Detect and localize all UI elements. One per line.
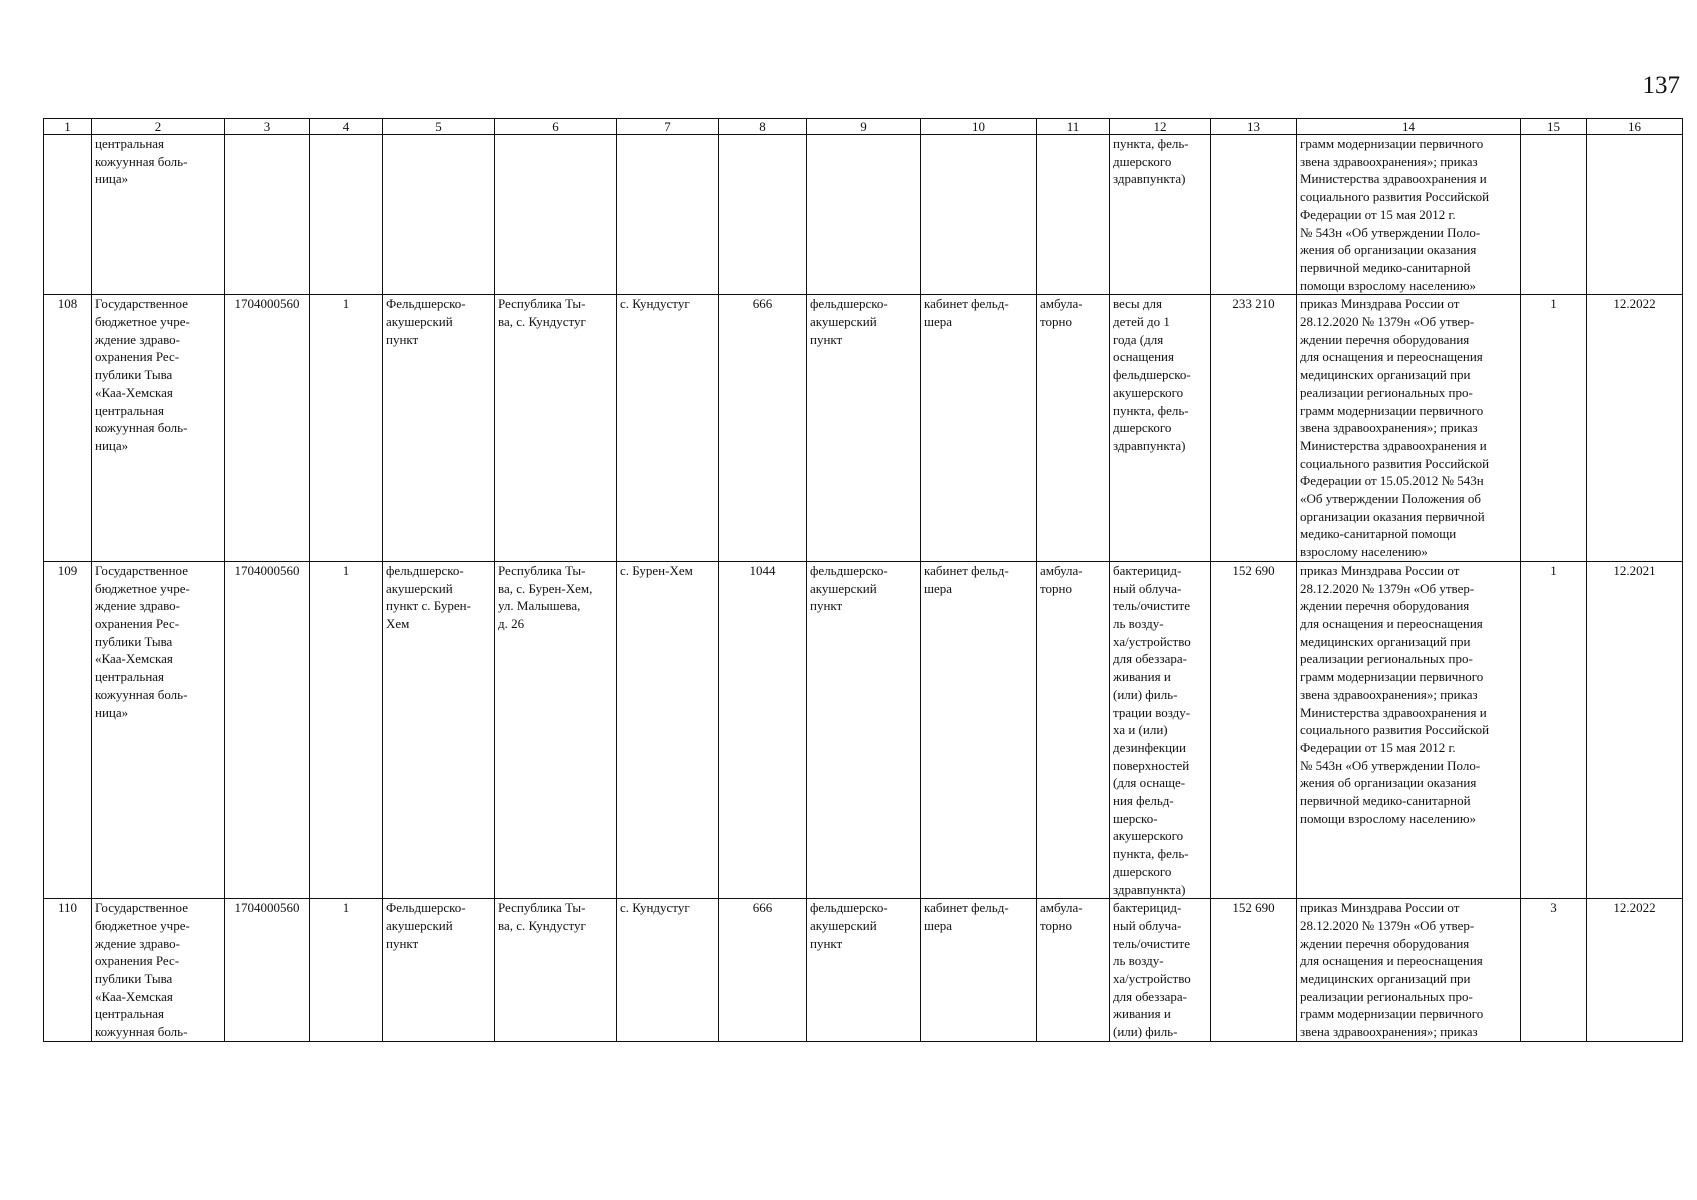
cell-text-line: пункт xyxy=(386,935,419,951)
organization-name-cell xyxy=(92,295,225,562)
cell-text-line: кожуунная боль- xyxy=(95,420,188,436)
cell-text-line: поверхностей xyxy=(1113,757,1190,773)
cell-text-line: шера xyxy=(924,314,953,330)
row-number-cell xyxy=(44,899,92,1042)
equipment-cell xyxy=(1110,135,1211,295)
inn-cell xyxy=(225,295,310,562)
cell-text-line: бактерицид- xyxy=(1113,900,1182,916)
equipment-table xyxy=(43,118,1683,1042)
cell-text-line: ль возду- xyxy=(1113,615,1164,631)
cell-text-line: Федерации от 15 мая 2012 г. xyxy=(1300,206,1456,222)
facility-type-cell xyxy=(807,561,921,898)
cell-text-line: 12.2022 xyxy=(1613,900,1656,916)
cell-text-line: социального развития Российской xyxy=(1300,722,1490,738)
quantity-cell xyxy=(1521,561,1587,898)
organization-name-cell xyxy=(92,135,225,295)
cell-text-line: с. Кундустуг xyxy=(620,296,690,312)
cell-text-line: 108 xyxy=(57,296,78,312)
cell-text-line: кабинет фельд- xyxy=(924,296,1009,312)
cell-text-line: медико-санитарной помощи xyxy=(1300,526,1457,542)
cell-text-line: ха и (или) xyxy=(1113,722,1168,738)
cell-text-line: ждении перечня оборудования xyxy=(1300,598,1470,614)
cell-text-line: пункта, фель- xyxy=(1113,846,1189,862)
row-number-cell xyxy=(44,135,92,295)
header-cell: 16 xyxy=(1587,119,1683,135)
cell-text-line: публики Тыва xyxy=(95,633,173,649)
cell-text-line: бактерицид- xyxy=(1113,562,1182,578)
cell-text-line: Хем xyxy=(386,615,410,631)
cell-text-line: Министерства здравоохранения и xyxy=(1300,171,1487,187)
cell-text-line: Министерства здравоохранения и xyxy=(1300,704,1487,720)
cell-text-line: торно xyxy=(1040,580,1072,596)
settlement-cell xyxy=(617,135,719,295)
cell-text-line: бюджетное учре- xyxy=(95,580,190,596)
cell-text-line: дезинфекции xyxy=(1113,739,1186,755)
cell-text-line: кабинет фельд- xyxy=(924,562,1009,578)
cell-text-line: здравпункта) xyxy=(1113,881,1186,897)
cell-text-line: дшерского xyxy=(1113,420,1172,436)
cell-text-line: амбула- xyxy=(1040,562,1083,578)
cell-text-line: ждение здраво- xyxy=(95,935,180,951)
cell-text-line: 666 xyxy=(752,296,773,312)
cell-text-line: медицинских организаций при xyxy=(1300,971,1471,987)
cell-text-line: акушерский xyxy=(810,917,877,933)
cell-text-line: Республика Ты- xyxy=(498,562,586,578)
equipment-cell xyxy=(1110,295,1211,562)
cell-text-line: социального развития Российской xyxy=(1300,189,1490,205)
quantity-cell xyxy=(1521,899,1587,1042)
settlement-cell xyxy=(617,899,719,1042)
column-number-header xyxy=(44,119,1683,135)
cell-text-line: пункт xyxy=(810,598,843,614)
table-row xyxy=(44,295,1683,562)
header-cell: 2 xyxy=(92,119,225,135)
cell-text-line: дшерского xyxy=(1113,153,1172,169)
cell-text-line: ждение здраво- xyxy=(95,331,180,347)
cell-text-line: «Каа-Хемская xyxy=(95,384,173,400)
cell-text-line: для оснащения и переоснащения xyxy=(1300,615,1483,631)
cell-text-line: Государственное xyxy=(95,900,188,916)
header-cell: 9 xyxy=(807,119,921,135)
cell-text-line: шерско- xyxy=(1113,810,1158,826)
cell-text-line: ул. Малышева, xyxy=(498,598,581,614)
cell-text-line: торно xyxy=(1040,314,1072,330)
cell-text-line: амбула- xyxy=(1040,296,1083,312)
cell-text-line: 12.2021 xyxy=(1613,562,1656,578)
cell-text-line: торно xyxy=(1040,917,1072,933)
inn-cell xyxy=(225,135,310,295)
cell-text-line: д. 26 xyxy=(498,615,525,631)
cell-text-line: ный облуча- xyxy=(1113,580,1182,596)
cell-text-line: здравпункта) xyxy=(1113,171,1186,187)
cell-text-line: охранения Рес- xyxy=(95,953,180,969)
cell-text-line: фельдшерско- xyxy=(810,900,888,916)
cell-text-line: пункт xyxy=(386,331,419,347)
cell-text-line: 110 xyxy=(57,900,78,916)
cell-text-line: Республика Ты- xyxy=(498,296,586,312)
cell-text-line: звена здравоохранения»; приказ xyxy=(1300,1024,1478,1040)
header-cell: 11 xyxy=(1037,119,1110,135)
address-cell xyxy=(495,561,617,898)
cell-text-line: приказ Минздрава России от xyxy=(1300,296,1460,312)
cell-text-line: 28.12.2020 № 1379н «Об утвер- xyxy=(1300,580,1475,596)
cell-text-line: пункта, фель- xyxy=(1113,402,1189,418)
date-cell xyxy=(1587,561,1683,898)
header-cell: 15 xyxy=(1521,119,1587,135)
cell-text-line: 233 210 xyxy=(1232,296,1275,312)
cell-text-line: ва, с. Кундустуг xyxy=(498,314,586,330)
cell-text-line: фельдшерско- xyxy=(810,562,888,578)
care-conditions-cell xyxy=(1037,295,1110,562)
organization-name-cell xyxy=(92,899,225,1042)
cell-text-line: публики Тыва xyxy=(95,367,173,383)
cell-text-line: «Об утверждении Положения об xyxy=(1300,491,1481,507)
cell-text-line: № 543н «Об утверждении Поло- xyxy=(1300,224,1481,240)
cell-text-line: акушерский xyxy=(810,314,877,330)
price-cell xyxy=(1211,561,1297,898)
cell-text-line: акушерского xyxy=(1113,828,1184,844)
cell-text-line: 1 xyxy=(1550,562,1557,578)
cell-text-line: 12.2022 xyxy=(1613,296,1656,312)
population-cell xyxy=(719,561,807,898)
room-cell xyxy=(921,561,1037,898)
population-cell xyxy=(719,295,807,562)
cell-text-line: 1704000560 xyxy=(234,562,300,578)
cell-text-line: 28.12.2020 № 1379н «Об утвер- xyxy=(1300,917,1475,933)
cell-text-line: организации оказания первичной xyxy=(1300,508,1485,524)
cell-text-line: (или) филь- xyxy=(1113,1024,1178,1040)
cell-text-line: пункт xyxy=(810,331,843,347)
cell-text-line: года (для xyxy=(1113,331,1164,347)
cell-text-line: ница» xyxy=(95,704,129,720)
column-4-cell xyxy=(310,561,383,898)
header-cell: 8 xyxy=(719,119,807,135)
facility-type-cell xyxy=(807,295,921,562)
population-cell xyxy=(719,899,807,1042)
cell-text-line: кожуунная боль- xyxy=(95,1024,188,1040)
cell-text-line: ждении перечня оборудования xyxy=(1300,935,1470,951)
cell-text-line: ница» xyxy=(95,171,129,187)
settlement-cell xyxy=(617,561,719,898)
cell-text-line: помощи взрослому населению» xyxy=(1300,277,1477,293)
cell-text-line: жения об организации оказания xyxy=(1300,242,1477,258)
room-cell xyxy=(921,135,1037,295)
cell-text-line: 666 xyxy=(752,900,773,916)
header-cell: 3 xyxy=(225,119,310,135)
settlement-cell xyxy=(617,295,719,562)
row-number-cell xyxy=(44,561,92,898)
cell-text-line: медицинских организаций при xyxy=(1300,367,1471,383)
row-number-cell xyxy=(44,295,92,562)
header-cell: 6 xyxy=(495,119,617,135)
header-cell: 14 xyxy=(1297,119,1521,135)
cell-text-line: приказ Минздрава России от xyxy=(1300,562,1460,578)
inn-cell xyxy=(225,899,310,1042)
facility-name-cell xyxy=(383,295,495,562)
cell-text-line: 152 690 xyxy=(1232,900,1275,916)
header-cell: 12 xyxy=(1110,119,1211,135)
cell-text-line: акушерский xyxy=(386,580,453,596)
cell-text-line: ница» xyxy=(95,437,129,453)
cell-text-line: живания и xyxy=(1113,1006,1171,1022)
header-cell: 5 xyxy=(383,119,495,135)
cell-text-line: реализации региональных про- xyxy=(1300,651,1473,667)
cell-text-line: Фельдшерско- xyxy=(386,296,466,312)
table-row xyxy=(44,561,1683,898)
cell-text-line: с. Кундустуг xyxy=(620,900,690,916)
cell-text-line: грамм модернизации первичного xyxy=(1300,669,1484,685)
care-conditions-cell xyxy=(1037,899,1110,1042)
cell-text-line: ль возду- xyxy=(1113,953,1164,969)
cell-text-line: с. Бурен-Хем xyxy=(620,562,693,578)
cell-text-line: кожуунная боль- xyxy=(95,686,188,702)
cell-text-line: акушерского xyxy=(1113,384,1184,400)
cell-text-line: Федерации от 15 мая 2012 г. xyxy=(1300,739,1456,755)
cell-text-line: пункта, фель- xyxy=(1113,136,1189,151)
quantity-cell xyxy=(1521,295,1587,562)
cell-text-line: амбула- xyxy=(1040,900,1083,916)
cell-text-line: 3 xyxy=(1550,900,1557,916)
equipment-cell xyxy=(1110,899,1211,1042)
cell-text-line: приказ Минздрава России от xyxy=(1300,900,1460,916)
date-cell xyxy=(1587,899,1683,1042)
cell-text-line: весы для xyxy=(1113,296,1162,312)
cell-text-line: здравпункта) xyxy=(1113,437,1186,453)
cell-text-line: ждение здраво- xyxy=(95,598,180,614)
cell-text-line: 1 xyxy=(342,900,350,916)
cell-text-line: первичной медико-санитарной xyxy=(1300,793,1471,809)
cell-text-line: Министерства здравоохранения и xyxy=(1300,437,1487,453)
cell-text-line: Государственное xyxy=(95,296,188,312)
cell-text-line: центральная xyxy=(95,402,165,418)
cell-text-line: медицинских организаций при xyxy=(1300,633,1471,649)
cell-text-line: «Каа-Хемская xyxy=(95,651,173,667)
price-cell xyxy=(1211,135,1297,295)
price-cell xyxy=(1211,295,1297,562)
cell-text-line: Фельдшерско- xyxy=(386,900,466,916)
cell-text-line: акушерский xyxy=(386,314,453,330)
cell-text-line: ный облуча- xyxy=(1113,917,1182,933)
cell-text-line: Федерации от 15.05.2012 № 543н xyxy=(1300,473,1484,489)
cell-text-line: шера xyxy=(924,917,953,933)
column-4-cell xyxy=(310,295,383,562)
cell-text-line: ния фельд- xyxy=(1113,793,1174,809)
care-conditions-cell xyxy=(1037,135,1110,295)
table-row xyxy=(44,899,1683,1042)
equipment-cell xyxy=(1110,561,1211,898)
cell-text-line: жения об организации оказания xyxy=(1300,775,1477,791)
cell-text-line: 28.12.2020 № 1379н «Об утвер- xyxy=(1300,314,1475,330)
cell-text-line: бюджетное учре- xyxy=(95,314,190,330)
cell-text-line: центральная xyxy=(95,136,165,151)
cell-text-line: 1704000560 xyxy=(234,296,300,312)
legal-basis-cell xyxy=(1297,899,1521,1042)
cell-text-line: № 543н «Об утверждении Поло- xyxy=(1300,757,1481,773)
cell-text-line: трации возду- xyxy=(1113,704,1191,720)
cell-text-line: (или) филь- xyxy=(1113,686,1178,702)
cell-text-line: фельдшерско- xyxy=(386,562,464,578)
facility-name-cell xyxy=(383,561,495,898)
header-cell: 10 xyxy=(921,119,1037,135)
cell-text-line: Государственное xyxy=(95,562,188,578)
room-cell xyxy=(921,295,1037,562)
cell-text-line: звена здравоохранения»; приказ xyxy=(1300,153,1478,169)
cell-text-line: 152 690 xyxy=(1232,562,1275,578)
cell-text-line: социального развития Российской xyxy=(1300,455,1490,471)
cell-text-line: звена здравоохранения»; приказ xyxy=(1300,686,1478,702)
population-cell xyxy=(719,135,807,295)
quantity-cell xyxy=(1521,135,1587,295)
cell-text-line: ха/устройство xyxy=(1113,633,1191,649)
header-cell: 4 xyxy=(310,119,383,135)
cell-text-line: фельдшерско- xyxy=(810,296,888,312)
legal-basis-cell xyxy=(1297,295,1521,562)
header-cell: 13 xyxy=(1211,119,1297,135)
facility-type-cell xyxy=(807,899,921,1042)
cell-text-line: пункт xyxy=(810,935,843,951)
price-cell xyxy=(1211,899,1297,1042)
cell-text-line: для оснащения и переоснащения xyxy=(1300,953,1483,969)
cell-text-line: фельдшерско- xyxy=(1113,367,1191,383)
cell-text-line: ха/устройство xyxy=(1113,971,1191,987)
cell-text-line: грамм модернизации первичного xyxy=(1300,1006,1484,1022)
cell-text-line: 1044 xyxy=(749,562,776,578)
cell-text-line: 1704000560 xyxy=(234,900,300,916)
cell-text-line: для оснащения и переоснащения xyxy=(1300,349,1483,365)
inn-cell xyxy=(225,561,310,898)
address-cell xyxy=(495,135,617,295)
cell-text-line: акушерский xyxy=(386,917,453,933)
care-conditions-cell xyxy=(1037,561,1110,898)
cell-text-line: тель/очистите xyxy=(1113,935,1190,951)
cell-text-line: бюджетное учре- xyxy=(95,917,190,933)
cell-text-line: помощи взрослому населению» xyxy=(1300,810,1477,826)
column-4-cell xyxy=(310,899,383,1042)
cell-text-line: кабинет фельд- xyxy=(924,900,1009,916)
cell-text-line: публики Тыва xyxy=(95,971,173,987)
cell-text-line: Республика Ты- xyxy=(498,900,586,916)
page-number: 137 xyxy=(1642,72,1680,99)
cell-text-line: грамм модернизации первичного xyxy=(1300,402,1484,418)
date-cell xyxy=(1587,295,1683,562)
cell-text-line: акушерский xyxy=(810,580,877,596)
cell-text-line: 109 xyxy=(57,562,78,578)
cell-text-line: первичной медико-санитарной xyxy=(1300,259,1471,275)
organization-name-cell xyxy=(92,561,225,898)
cell-text-line: взрослому населению» xyxy=(1300,544,1428,560)
cell-text-line: грамм модернизации первичного xyxy=(1300,136,1484,151)
address-cell xyxy=(495,899,617,1042)
column-4-cell xyxy=(310,135,383,295)
legal-basis-cell xyxy=(1297,561,1521,898)
cell-text-line: реализации региональных про- xyxy=(1300,988,1473,1004)
cell-text-line: шера xyxy=(924,580,953,596)
cell-text-line: (для оснаще- xyxy=(1113,775,1186,791)
cell-text-line: ждении перечня оборудования xyxy=(1300,331,1470,347)
header-cell: 1 xyxy=(44,119,92,135)
cell-text-line: 1 xyxy=(1550,296,1557,312)
cell-text-line: оснащения xyxy=(1113,349,1174,365)
cell-text-line: живания и xyxy=(1113,669,1171,685)
cell-text-line: ва, с. Кундустуг xyxy=(498,917,586,933)
cell-text-line: центральная xyxy=(95,1006,165,1022)
cell-text-line: звена здравоохранения»; приказ xyxy=(1300,420,1478,436)
room-cell xyxy=(921,899,1037,1042)
cell-text-line: центральная xyxy=(95,669,165,685)
cell-text-line: детей до 1 xyxy=(1113,314,1170,330)
header-cell: 7 xyxy=(617,119,719,135)
table-row xyxy=(44,135,1683,295)
cell-text-line: для обеззара- xyxy=(1113,651,1188,667)
facility-name-cell xyxy=(383,899,495,1042)
cell-text-line: реализации региональных про- xyxy=(1300,384,1473,400)
facility-type-cell xyxy=(807,135,921,295)
cell-text-line: дшерского xyxy=(1113,863,1172,879)
cell-text-line: для обеззара- xyxy=(1113,988,1188,1004)
cell-text-line: «Каа-Хемская xyxy=(95,988,173,1004)
cell-text-line: кожуунная боль- xyxy=(95,153,188,169)
legal-basis-cell xyxy=(1297,135,1521,295)
facility-name-cell xyxy=(383,135,495,295)
cell-text-line: тель/очистите xyxy=(1113,598,1190,614)
cell-text-line: охранения Рес- xyxy=(95,349,180,365)
cell-text-line: ва, с. Бурен-Хем, xyxy=(498,580,593,596)
date-cell xyxy=(1587,135,1683,295)
cell-text-line: пункт с. Бурен- xyxy=(386,598,471,614)
cell-text-line: 1 xyxy=(342,562,350,578)
cell-text-line: охранения Рес- xyxy=(95,615,180,631)
address-cell xyxy=(495,295,617,562)
cell-text-line: 1 xyxy=(342,296,350,312)
